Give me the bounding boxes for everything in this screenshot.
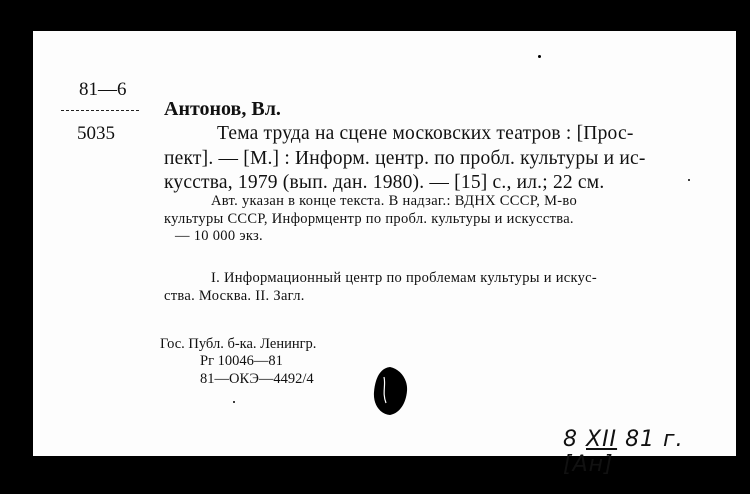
catalog-card xyxy=(33,31,736,477)
note-line-1: Авт. указан в конце текста. В надзаг.: ВДНХ СССР, М-во xyxy=(211,193,578,209)
dust-speck xyxy=(233,401,235,403)
tracing-line-1: I. Информационный центр по проблемам культуры и искус- xyxy=(211,270,598,286)
description-line-1: Тема труда на сцене московских театров : [Прос- xyxy=(217,123,634,144)
handwritten-month: XII xyxy=(586,427,618,452)
handwritten-prefix: 8 xyxy=(563,427,578,452)
call-number-divider xyxy=(61,110,139,112)
tracing-line-2: ства. Москва. II. Загл. xyxy=(164,288,305,304)
handwritten-suffix: 81 г. [Ан] xyxy=(563,427,684,477)
ink-stamp-icon xyxy=(370,365,410,417)
call-number-top: 81—6 xyxy=(79,79,127,100)
handwritten-annotation xyxy=(563,427,736,477)
note-line-3: — 10 000 экз. xyxy=(175,228,263,244)
description-line-3: кусства, 1979 (вып. дан. 1980). — [15] с., ил.; 22 см. xyxy=(164,172,605,193)
library-line-2: Рг 10046—81 xyxy=(200,353,283,369)
description-line-2: пект]. — [М.] : Информ. центр. по пробл. культуры и ис- xyxy=(164,148,646,169)
note-line-2: культуры СССР, Информцентр по пробл. культуры и искусства. xyxy=(164,211,574,227)
dust-speck xyxy=(538,55,541,58)
call-number-bottom: 5035 xyxy=(77,123,115,144)
library-line-3: 81—ОКЭ—4492/4 xyxy=(200,371,314,387)
library-line-1: Гос. Публ. б-ка. Ленингр. xyxy=(160,336,317,352)
dust-speck xyxy=(688,179,690,181)
author-heading: Антонов, Вл. xyxy=(164,98,281,120)
